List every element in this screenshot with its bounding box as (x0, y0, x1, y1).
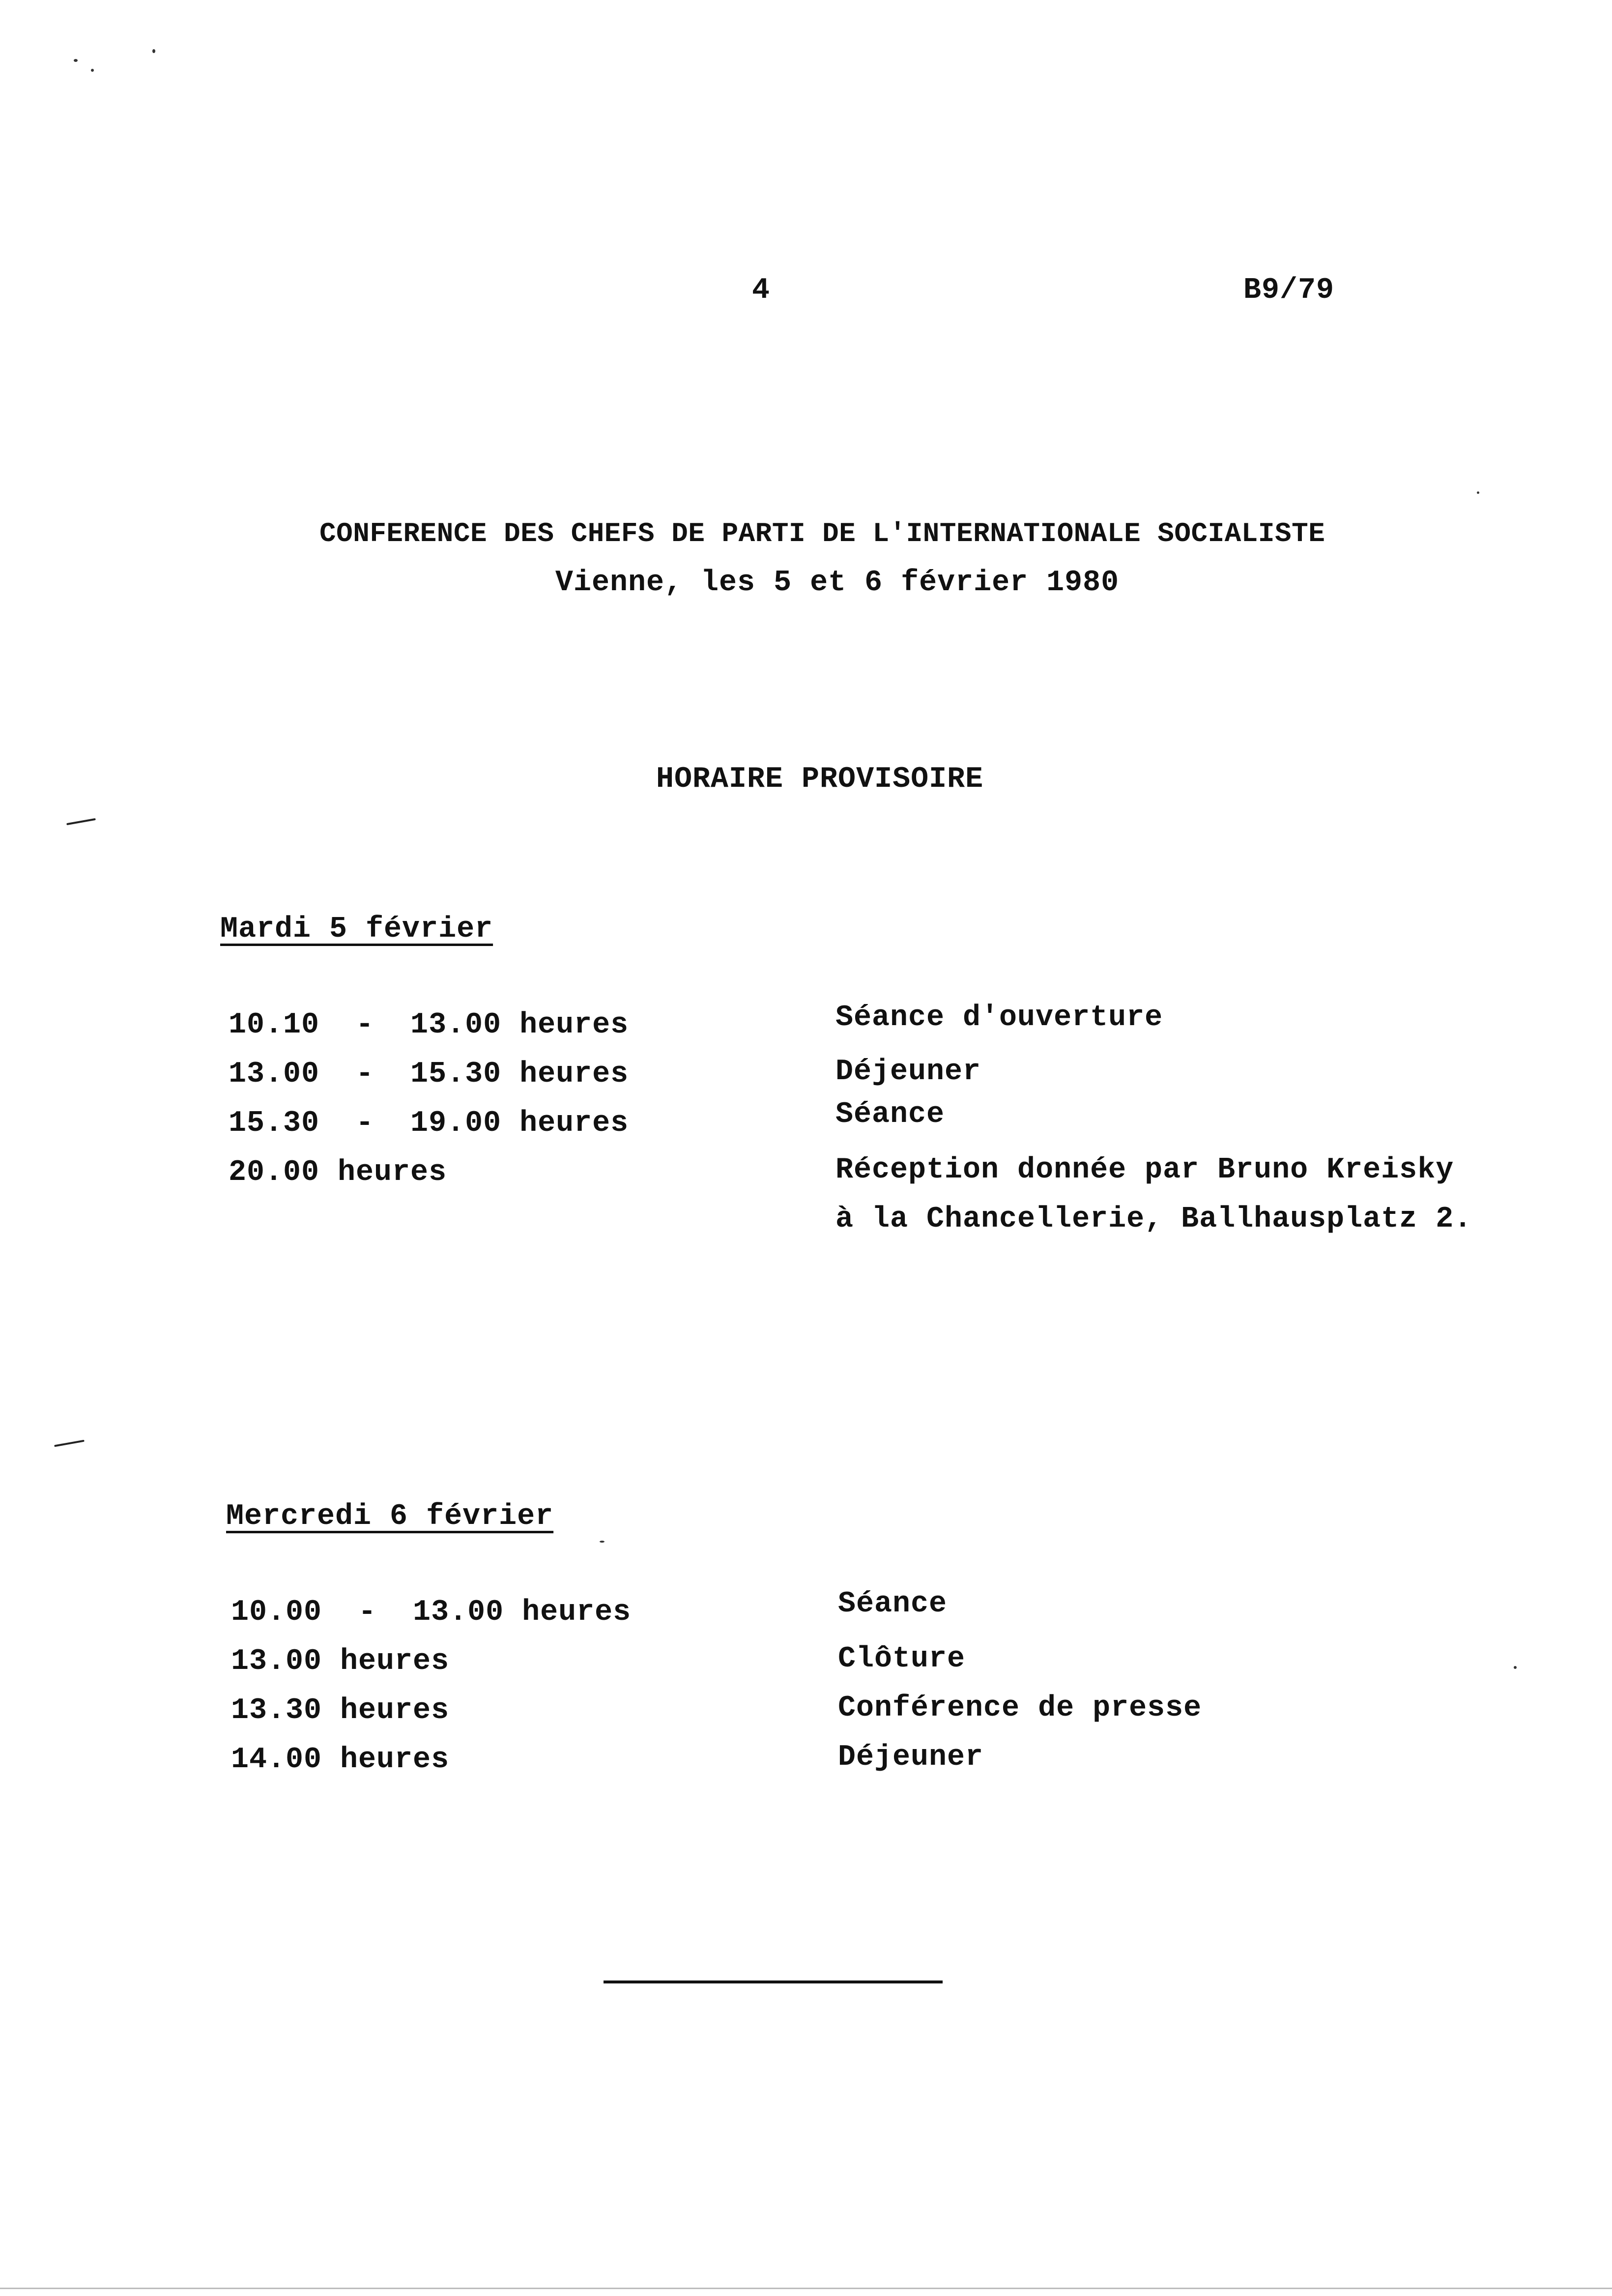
day2-row4-event: Déjeuner (838, 1741, 984, 1774)
scan-speck (600, 1541, 604, 1543)
page-number: 4 (752, 274, 771, 307)
document-reference: B9/79 (1243, 274, 1335, 307)
day1-row2-event: Déjeuner (835, 1055, 981, 1089)
conference-title: CONFERENCE DES CHEFS DE PARTI DE L'INTERNATIONALE SOCIALISTE (319, 518, 1325, 549)
day1-heading: Mardi 5 février (220, 913, 493, 946)
schedule-heading: HORAIRE PROVISOIRE (656, 763, 984, 796)
day1-row1-time: 10.10 - 13.00 heures (229, 1008, 629, 1042)
scan-bottom-edge (0, 2288, 1612, 2289)
day1-row3-time: 15.30 - 19.00 heures (229, 1107, 629, 1140)
day1-row4-time: 20.00 heures (229, 1156, 447, 1189)
day1-row4-event-continuation: à la Chancellerie, Ballhausplatz 2. (835, 1203, 1472, 1236)
day1-row2-time: 13.00 - 15.30 heures (229, 1058, 629, 1091)
day2-heading: Mercredi 6 février (226, 1500, 554, 1533)
day2-row2-time: 13.00 heures (231, 1645, 450, 1678)
day2-row1-event: Séance (838, 1587, 948, 1621)
day1-row1-event: Séance d'ouverture (835, 1001, 1163, 1034)
punch-mark-top (66, 818, 96, 825)
scan-speck (74, 59, 78, 62)
day1-row3-event: Séance (835, 1098, 945, 1131)
day1-row4-event: Réception donnée par Bruno Kreisky (835, 1153, 1454, 1187)
conference-location-date: Vienne, les 5 et 6 février 1980 (555, 566, 1120, 600)
day2-row3-event: Conférence de presse (838, 1692, 1202, 1725)
day2-row2-event: Clôture (838, 1642, 966, 1676)
day2-row4-time: 14.00 heures (231, 1743, 450, 1777)
scan-speck (1477, 491, 1479, 494)
day2-row3-time: 13.30 heures (231, 1694, 450, 1727)
scan-speck (91, 69, 94, 72)
closing-rule (604, 1980, 943, 1983)
day2-row1-time: 10.00 - 13.00 heures (231, 1596, 632, 1629)
scan-speck (1514, 1666, 1517, 1669)
scan-speck (152, 49, 155, 53)
punch-mark-middle (54, 1440, 85, 1447)
